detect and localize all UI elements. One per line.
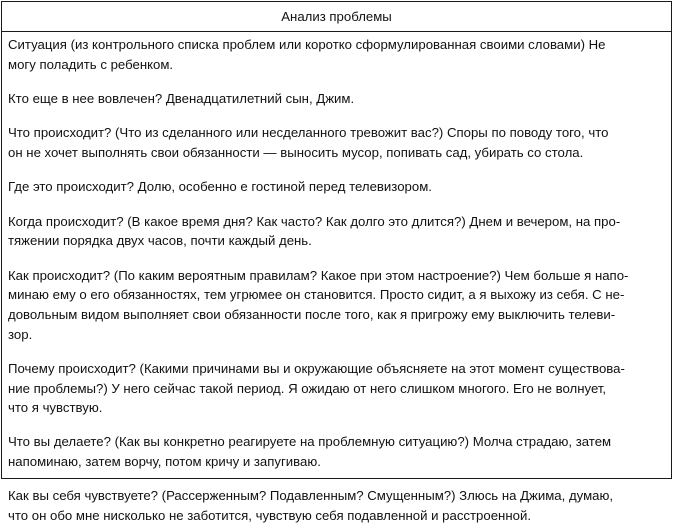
text-line: напоминаю, затем ворчу, потом кричу и запугиваю. (8, 454, 321, 470)
table-body (2, 32, 671, 526)
where-paragraph (8, 177, 663, 197)
text-line: могу поладить с ребенком. (8, 56, 174, 72)
text-line: что он обо мне нисколько не заботится, чувствую себя подавленной и расстроенной. (8, 508, 531, 524)
problem-analysis-table (1, 1, 672, 524)
actions-paragraph (8, 432, 663, 471)
text-line: Как вы себя чувствуете? (Рассерженным? Подавленным? Смущенным?) Злюсь на Джима, думаю, (8, 488, 614, 504)
text-line: Где это происходит? Долю, особенно е гостиной перед телевизором. (8, 179, 432, 195)
when-paragraph (8, 212, 663, 251)
text-line: Ситуация (из контрольного списка проблем или коротко сформулированная своими словами) Не (8, 37, 606, 52)
text-line: что я чувствую. (8, 400, 103, 416)
why-paragraph (8, 359, 663, 418)
text-line: довольным видом выполняет свои обязанности после того, как я пригрожу ему выключить телеви- (8, 306, 616, 322)
text-line: Кто еще в нее вовлечен? Двенадцатилетний сын, Джим. (8, 90, 355, 106)
involved-paragraph (8, 89, 663, 109)
text-line: Когда происходит? (В какое время дня? Как часто? Как долго это длится?) Днем и вечером, на про- (8, 213, 621, 229)
text-line: Что вы делаете? (Как вы конкретно реагируете на проблемную ситуацию?) Молча страдаю, затем (8, 434, 612, 450)
text-line: Что происходит? (Что из сделанного или несделанного тревожит вас?) Споры по поводу того, что (8, 125, 609, 141)
text-line: минаю ему о его обязанностях, тем угрюмее он становится. Просто сидит, а я выхожу из себя. С не- (8, 287, 625, 303)
text-line: ние проблемы?) У него сейчас такой период. Я ожидаю от него слишком многого. Его не волнует, (8, 380, 607, 396)
text-line: Почему происходит? (Какими причинами вы и окружающие объясняете на этот момент существова- (8, 360, 625, 376)
text-line: зор. (8, 326, 33, 342)
situation-paragraph (8, 35, 663, 74)
how-paragraph (8, 266, 663, 344)
text-line: Как происходит? (По каким вероятным правилам? Какое при этом настроение?) Чем больше я напо- (8, 267, 629, 283)
table-title: Анализ проблемы (2, 2, 671, 32)
what-paragraph (8, 123, 663, 162)
text-line: тяжении порядка двух часов, почти каждый день. (8, 233, 312, 249)
text-line: он не хочет выполнять свои обязанности — выносить мусор, попивать сад, убирать со стола. (8, 144, 584, 160)
feelings-paragraph (8, 486, 663, 525)
